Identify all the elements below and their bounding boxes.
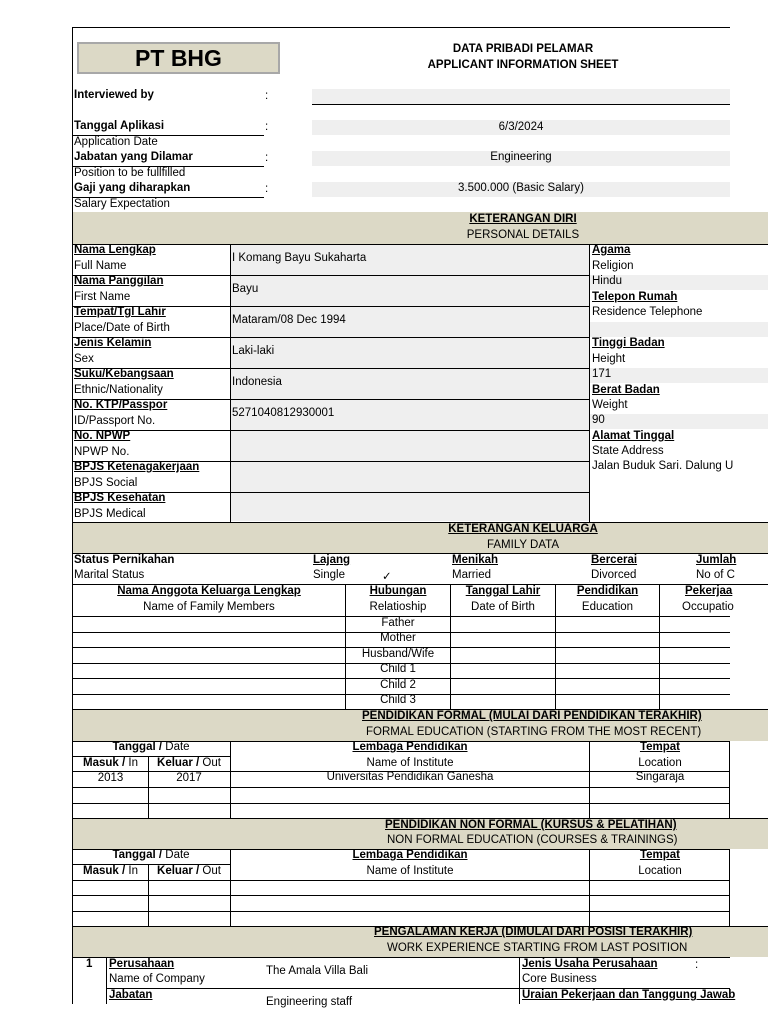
salary-label-en: Salary Expectation [74,198,170,210]
relation-mother: Mother [380,632,416,644]
religion-label: Agama [592,244,631,256]
work-jobdesc-label: Uraian Pekerjaan dan Tanggung Jawab [522,989,736,1001]
nonformal-in-label: Masuk / [83,865,126,877]
col-occupation: Pekerjaa [685,585,733,597]
formal-row-institute[interactable]: Universitas Pendidikan Ganesha [326,771,494,783]
family-title-id: KETERANGAN KELUARGA [448,523,598,535]
nonformal-location-label: Tempat [639,849,681,861]
sex-label: Jenis Kelamin [74,337,152,349]
ethnic-label: Suku/Kebangsaan [74,368,174,380]
formal-in-label: Masuk / [83,757,126,769]
sex-value[interactable]: Laki-laki [232,345,275,357]
ethnic-value[interactable]: Indonesia [232,376,282,388]
col-dob: Tanggal Lahir [465,585,541,597]
address-value[interactable]: Jalan Buduk Sari. Dalung U [592,460,734,472]
app-date-label-en: Application Date [74,136,158,148]
birth-value[interactable]: Mataram/08 Dec 1994 [232,314,346,326]
formal-location-label: Tempat [639,741,681,753]
personal-title-en: PERSONAL DETAILS [466,229,580,241]
nonformal-institute-label: Lembaga Pendidikan [352,849,468,861]
nonformal-date-label: Tanggal / [112,849,163,861]
relation-father: Father [381,617,415,629]
interviewed-by-field[interactable] [312,89,730,105]
nick-name-label: Nama Panggilan [74,275,164,287]
height-label: Tinggi Badan [592,337,665,349]
interviewed-by-label: Interviewed by [74,89,154,101]
relation-child-2: Child 2 [380,679,416,691]
formal-out-label: Keluar / [157,757,200,769]
app-date-value[interactable]: 6/3/2024 [498,121,544,133]
work-number: 1 [86,958,93,970]
formal-date-label: Tanggal / [112,741,163,753]
app-date-label: Tanggal Aplikasi [74,120,165,132]
work-company-value[interactable]: The Amala Villa Bali [266,965,369,977]
formal-title-en: FORMAL EDUCATION (STARTING FROM THE MOST RECENT) [366,726,702,738]
position-label: Jabatan yang Dilamar [74,151,193,163]
full-name-value[interactable]: I Komang Bayu Sukaharta [232,252,367,264]
salary-label: Gaji yang diharapkan [74,182,191,194]
nonformal-out-label: Keluar / [157,865,200,877]
colon: : [265,90,269,102]
marital-label: Status Pernikahan [74,554,175,566]
weight-value[interactable]: 90 [592,414,605,426]
weight-label: Berat Badan [592,384,660,396]
ktp-value[interactable]: 5271040812930001 [232,407,335,419]
nonformal-title-en: NON FORMAL EDUCATION (COURSES & TRAININGS) [387,834,678,846]
nonformal-title-id: PENDIDIKAN NON FORMAL (KURSUS & PELATIHAN) [385,819,677,831]
relation-spouse: Husband/Wife [361,648,435,660]
married-label: Menikah [452,554,499,566]
sheet-title-id: DATA PRIBADI PELAMAR [452,43,594,55]
work-business-label: Jenis Usaha Perusahaan [522,958,658,970]
work-title-id: PENGALAMAN KERJA (DIMULAI DARI POSISI TERAKHIR) [374,926,693,938]
personal-title-id: KETERANGAN DIRI [469,213,577,225]
work-position-value[interactable]: Engineering staff [266,996,353,1008]
ktp-label: No. KTP/Passpor [74,399,168,411]
religion-value[interactable]: Hindu [592,275,623,287]
work-company-label: Perusahaan [109,958,175,970]
height-value[interactable]: 171 [592,368,612,380]
relation-child-1: Child 1 [380,663,416,675]
birth-label: Tempat/Tgl Lahir [74,306,166,318]
col-education: Pendidikan [576,585,639,597]
company-logo: PT BHG [77,42,280,74]
divorced-label: Bercerai [591,554,638,566]
single-checkbox[interactable]: ✓ [382,571,392,583]
salary-value[interactable]: 3.500.000 (Basic Salary) [458,182,584,194]
formal-row-in[interactable]: 2013 [97,772,124,784]
position-label-en: Position to be fullfilled [74,167,186,179]
single-label: Lajang [313,554,351,566]
top-border [72,27,730,28]
col-relation: Hubungan [369,585,427,597]
col-family-name: Nama Anggota Keluarga Lengkap [117,585,301,597]
bpjs-tk-label: BPJS Ketenagakerjaan [74,461,200,473]
formal-institute-label: Lembaga Pendidikan [352,741,468,753]
npwp-label: No. NPWP [74,430,131,442]
nick-name-value[interactable]: Bayu [232,283,259,295]
work-position-label: Jabatan [109,989,153,1001]
phone-label: Telepon Rumah [592,291,678,303]
formal-row-out[interactable]: 2017 [176,772,202,784]
position-value[interactable]: Engineering [490,151,552,163]
relation-child-3: Child 3 [380,694,416,706]
phone-field[interactable] [590,322,768,337]
work-title-en: WORK EXPERIENCE STARTING FROM LAST POSITION [387,942,688,954]
children-count-label: Jumlah [696,554,737,566]
formal-row-location[interactable]: Singaraja [635,771,685,783]
address-label: Alamat Tinggal [592,430,675,442]
sheet-title-en: APPLICANT INFORMATION SHEET [427,59,619,71]
family-title-en: FAMILY DATA [487,539,559,551]
formal-title-id: PENDIDIKAN FORMAL (MULAI DARI PENDIDIKAN TERAKHIR) [362,710,702,722]
bpjs-kes-label: BPJS Kesehatan [74,492,166,504]
full-name-label: Nama Lengkap [74,244,156,256]
